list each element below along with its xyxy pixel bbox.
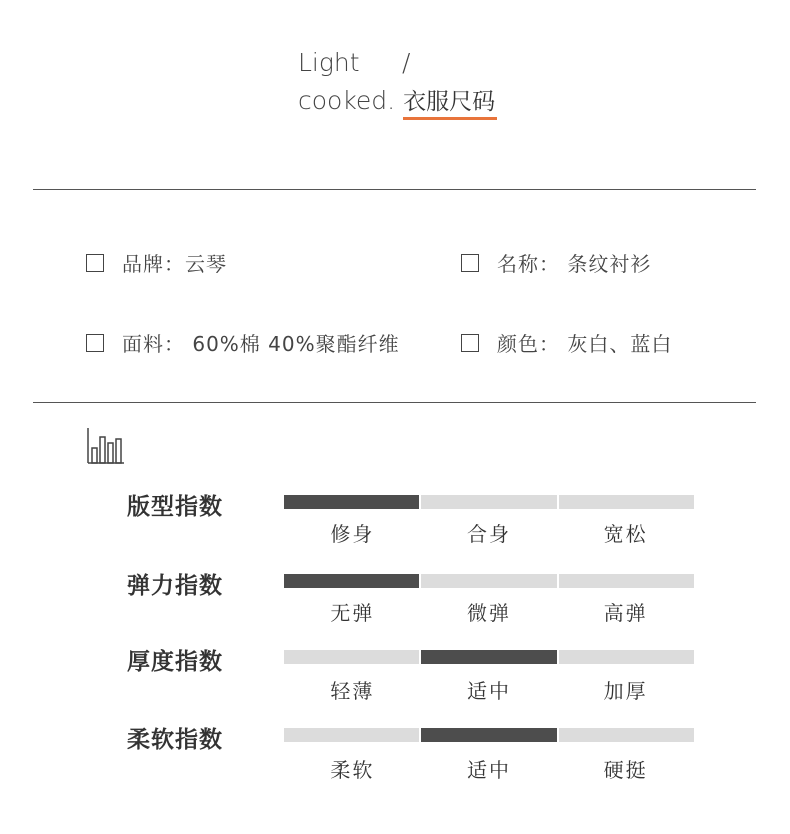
bar-segment — [421, 728, 556, 742]
info-fabric — [86, 328, 400, 357]
index-bar-elasticity — [284, 574, 694, 588]
option-label: 适中 — [467, 758, 511, 782]
header-title-cn — [403, 83, 495, 121]
size-guide-header — [298, 44, 598, 121]
index-bar-thickness — [284, 650, 694, 664]
top-divider — [33, 189, 756, 190]
index-title-elasticity: 弹力指数 — [127, 573, 223, 599]
bar-segment — [284, 728, 419, 742]
bar-segment — [421, 574, 556, 588]
index-title-fit: 版型指数 — [127, 494, 223, 520]
bar-segment — [284, 495, 419, 509]
bar-segment — [284, 650, 419, 664]
info-fabric-label: 面料： 60%棉 40%聚酯纤维 — [122, 332, 400, 356]
header-line-2 — [298, 82, 598, 121]
info-name — [461, 248, 651, 277]
header-light-text: Light — [298, 48, 360, 77]
page-title: 衣服尺码 — [403, 89, 496, 115]
header-slash: / — [402, 48, 411, 77]
checkbox-icon[interactable] — [461, 254, 479, 272]
option-label: 加厚 — [603, 679, 648, 703]
checkbox-icon[interactable] — [461, 334, 479, 352]
info-brand — [86, 248, 227, 277]
bar-segment — [559, 650, 694, 664]
index-labels-elasticity — [284, 597, 694, 626]
option-label: 宽松 — [603, 522, 648, 546]
option-label: 硬挺 — [603, 758, 648, 782]
index-labels-softness — [284, 754, 694, 783]
index-labels-fit — [284, 518, 694, 547]
option-label: 高弹 — [603, 601, 648, 625]
index-title-thickness: 厚度指数 — [127, 649, 223, 675]
bar-segment — [421, 650, 556, 664]
index-bar-fit — [284, 495, 694, 509]
bar-segment — [284, 574, 419, 588]
option-label: 柔软 — [330, 758, 375, 782]
checkbox-icon[interactable] — [86, 254, 104, 272]
info-name-label: 名称： 条纹衬衫 — [497, 252, 652, 276]
option-label: 轻薄 — [330, 679, 375, 703]
info-brand-label: 品牌：云琴 — [122, 252, 227, 276]
option-label: 微弹 — [467, 601, 511, 625]
bar-segment — [421, 495, 556, 509]
title-underline — [403, 117, 497, 120]
info-color-label: 颜色： 灰白、蓝白 — [497, 332, 673, 356]
bar-segment — [559, 495, 694, 509]
option-label: 适中 — [467, 679, 511, 703]
option-label: 修身 — [330, 522, 375, 546]
middle-divider — [33, 402, 756, 403]
header-cooked-text: cooked. — [298, 86, 396, 115]
option-label: 无弹 — [330, 601, 375, 625]
info-color — [461, 328, 672, 357]
option-label: 合身 — [467, 522, 511, 546]
checkbox-icon[interactable] — [86, 334, 104, 352]
bar-chart-icon — [87, 428, 125, 464]
index-bar-softness — [284, 728, 694, 742]
header-line-1 — [298, 44, 598, 82]
index-title-softness: 柔软指数 — [127, 727, 223, 753]
bar-segment — [559, 728, 694, 742]
bar-segment — [559, 574, 694, 588]
index-labels-thickness — [284, 675, 694, 704]
